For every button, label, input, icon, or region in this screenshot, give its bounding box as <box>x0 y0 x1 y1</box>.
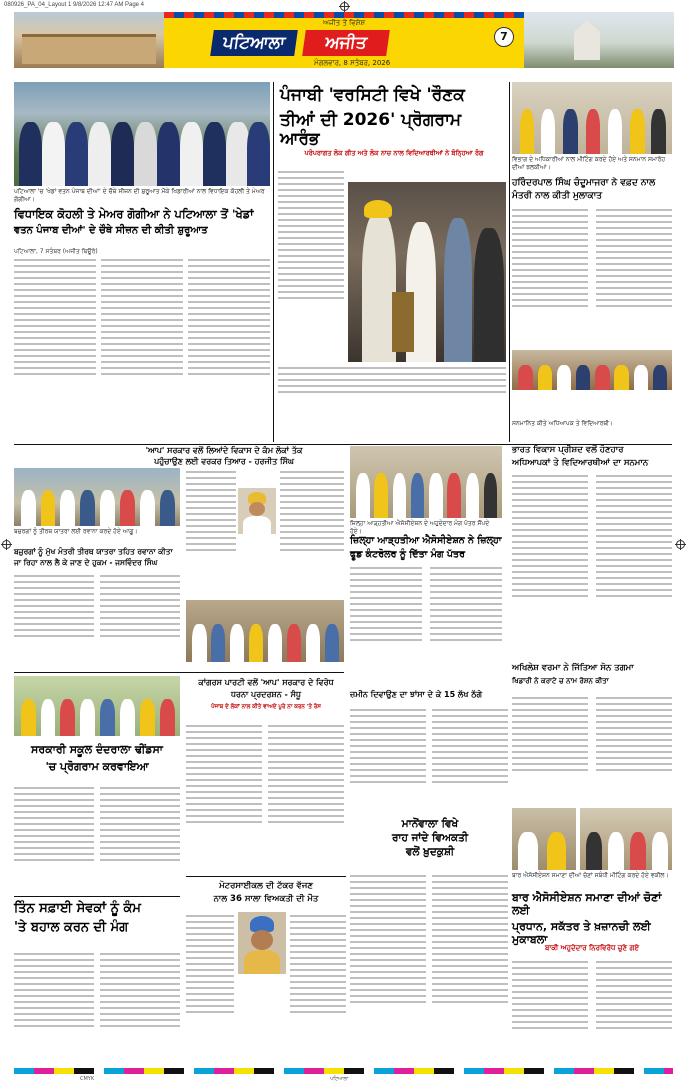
motorcycle-headline-line: ਮੋਟਰਸਾਈਕਲ ਦੀ ਟੱਕਰ ਵੱਜਣ <box>219 881 313 891</box>
sports-team-photo <box>14 82 270 186</box>
elderly-group-photo <box>14 468 180 526</box>
main-subhead: ਪਰੰਪਰਾਗਤ ਲੋਕ ਗੀਤ ਅਤੇ ਲੋਕ ਨਾਚ ਨਾਲ ਵਿਦਿਆਰਥੀਆਂ ਨੇ ਬੰਨ੍ਹਿਆ ਰੰਗ <box>304 149 484 157</box>
school-body-text <box>100 784 180 894</box>
motorcycle-body-text <box>186 912 234 1062</box>
bharat-vikas-headline-line: ਭਾਰਤ ਵਿਕਾਸ ਪ੍ਰੀਸ਼ਦ ਵਲੋਂ ਹੋਣਹਾਰ <box>512 445 624 455</box>
monument-photo <box>524 12 674 68</box>
lamp-lighting-photo <box>348 182 506 362</box>
masthead-stripe <box>164 12 524 18</box>
varma-headline-line: ਅਖਿਲੇਸ਼ ਵਰਮਾ ਨੇ ਜਿੱਤਿਆ ਸੋਨ ਤਗਮਾ <box>512 663 634 673</box>
bar-headline <box>512 892 672 947</box>
right-top-body-text <box>596 206 672 348</box>
safai-body-text <box>100 950 180 1062</box>
masthead-subtitle: ਅਜੀਤ ਤੋਂ ਵਿਸ਼ੇਸ਼ <box>322 19 366 27</box>
arhtiya-headline-line: ਫੂਡ ਕੰਟਰੋਲਰ ਨੂੰ ਦਿੱਤਾ ਮੰਗ ਪੱਤਰ <box>350 548 465 560</box>
right-top-body-text <box>512 206 588 348</box>
masthead-banner <box>164 12 524 68</box>
varma-body-text <box>512 694 588 804</box>
right-top-caption: ਵਿਭਾਗ ਦੇ ਅਧਿਕਾਰੀਆਂ ਨਾਲ ਮੀਟਿੰਗ ਕਰਦੇ ਹੋਏ ਅਤੇ ਸਨਮਾਨ ਸਮਾਰੋਹ ਦੀਆਂ ਝਲਕੀਆਂ। <box>512 156 666 172</box>
portrait-photo <box>238 488 276 534</box>
section-rule <box>14 896 180 897</box>
motorcycle-body-text <box>290 912 346 1062</box>
motorcycle-headline <box>186 882 346 905</box>
sports-caption: ਪਟਿਆਲਾ 'ਚ 'ਖੇਡਾਂ ਵਤਨ ਪੰਜਾਬ ਦੀਆਂ' ਦੇ ਚੌਥੇ ਸੀਜ਼ਨ ਦੀ ਸ਼ੁਰੂਆਤ ਮੌਕੇ ਖਿਡਾਰੀਆਂ ਨਾਲ ਵਿਧਾਇਕ ਕੋਹਲੀ ਤੇ ਮੇਅਰ ਗੋਗੀਆ। <box>14 188 265 204</box>
school-headline <box>14 744 180 773</box>
congress-body-text <box>268 722 344 872</box>
footer-right-label: ਪਟਿਆਲਾ <box>330 1076 349 1082</box>
column-divider <box>273 82 274 442</box>
masthead-title-paper: ਅਜੀਤ <box>302 30 390 56</box>
masthead-title-city: ਪਟਿਆਲਾ <box>210 30 298 56</box>
varma-headline <box>512 664 672 685</box>
safai-headline-line: ਤਿੰਨ ਸਫ਼ਾਈ ਸੇਵਕਾਂ ਨੂੰ ਕੰਮ <box>14 901 141 916</box>
bharat-vikas-headline <box>512 446 672 469</box>
congress-body-text <box>186 722 262 872</box>
bar-caption: ਬਾਰ ਐਸੋਸੀਏਸ਼ਨ ਸਮਾਣਾ ਦੀਆਂ ਚੋਣਾਂ ਸਬੰਧੀ ਮੀਟਿੰਗ ਕਰਦੇ ਹੋਏ ਵਕੀਲ। <box>512 872 669 879</box>
varma-headline-line: ਖਿਡਾਰੀ ਨੇ ਕਰਾਟੇ ਚ ਨਾਮ ਰੋਸ਼ਨ ਕੀਤਾ <box>512 676 609 685</box>
aap-headline <box>100 446 348 466</box>
arhtiya-body-text <box>430 564 502 674</box>
school-body-text <box>14 784 94 894</box>
main-headline <box>280 86 505 150</box>
registration-mark-icon <box>2 540 11 549</box>
aap-headline-line: 'ਆਪ' ਸਰਕਾਰ ਵਲੋਂ ਲਿਆਂਦੇ ਵਿਕਾਸ ਦੇ ਕੰਮ ਲੋਕਾਂ ਤੱਕ <box>145 446 303 455</box>
column-divider <box>509 82 510 442</box>
right-top-headline-line: ਹਰਿੰਦਰਪਾਲ ਸਿੰਘ ਚੰਦੂਮਾਜਰਾ ਨੇ ਵਫ਼ਦ ਨਾਲ <box>512 178 656 188</box>
land-body-text <box>432 706 508 814</box>
section-rule <box>186 876 346 877</box>
safai-headline <box>14 902 180 936</box>
masthead-date: ਮੰਗਲਵਾਰ, 8 ਸਤੰਬਰ, 2026 <box>314 59 391 67</box>
varma-body-text <box>596 694 672 804</box>
bar-association-photo-left <box>512 808 576 870</box>
bar-headline-line: ਪ੍ਰਧਾਨ, ਸਕੱਤਰ ਤੇ ਖ਼ਜ਼ਾਨਚੀ ਲਈ ਮੁਕਾਬਲਾ <box>512 920 651 946</box>
main-headline-line: ਤੀਆਂ ਦੀ 2026' ਪ੍ਰੋਗਰਾਮ ਆਰੰਭ <box>280 109 462 150</box>
elderly-body-text <box>14 572 94 662</box>
meeting-photo <box>512 82 672 154</box>
bar-body-text <box>596 958 672 1062</box>
elderly-headline-line: ਜਾ ਰਿਹਾ ਨਾਲ ਲੈ ਕੇ ਜਾਣ ਦੇ ਹੁਕਮ - ਜਸਵਿੰਦਰ ਸਿੰਘ <box>14 557 158 567</box>
manowala-headline-line: ਵਲੋਂ ਖ਼ੁਦਕੁਸ਼ੀ <box>405 846 455 859</box>
party-workers-photo <box>186 600 344 662</box>
manowala-headline <box>350 818 510 858</box>
congress-headline-line: ਧਰਨਾ ਪ੍ਰਦਰਸ਼ਨ - ਸੰਧੂ <box>230 690 302 700</box>
manowala-body-text <box>432 872 508 1060</box>
sports-body-text <box>188 256 270 426</box>
page-number: 7 <box>494 27 514 47</box>
print-slug: 080926_PA_04_Layout 1 9/8/2026 12:47 AM Page 4 <box>4 2 145 8</box>
section-rule <box>14 672 344 673</box>
sports-byline: ਪਟਿਆਲਾ, 7 ਸਤੰਬਰ (ਅਜੀਤ ਬਿਊਰੋ) <box>14 248 98 255</box>
arhtiya-headline-line: ਜ਼ਿਲ੍ਹਾ ਆੜ੍ਹਤੀਆ ਐਸੋਸੀਏਸ਼ਨ ਨੇ ਜ਼ਿਲ੍ਹਾ <box>350 535 502 546</box>
bar-headline-line: ਬਾਰ ਐਸੋਸੀਏਸ਼ਨ ਸਮਾਣਾ ਦੀਆਂ ਚੋਣਾਂ ਲਈ <box>512 891 662 917</box>
arhtiya-headline <box>350 536 502 561</box>
victim-portrait-photo <box>238 912 286 974</box>
main-headline-line: ਪੰਜਾਬੀ 'ਵਰਸਿਟੀ ਵਿਖੇ 'ਰੌਣਕ <box>280 85 465 105</box>
arhtiya-meeting-photo <box>350 446 502 518</box>
color-calibration-bar <box>14 1068 673 1074</box>
safai-body-text <box>14 950 94 1062</box>
registration-mark-icon <box>676 540 685 549</box>
main-body-text <box>278 168 344 358</box>
arhtiya-body-text <box>350 564 422 674</box>
school-headline-line: 'ਚ ਪ੍ਰੋਗਰਾਮ ਕਰਵਾਇਆ <box>45 759 149 773</box>
aap-headline-line: ਪਹੁੰਚਾਉਣ ਲਈ ਵਰਕਰ ਤਿਆਰ - ਹਰਜੀਤ ਸਿੰਘ <box>154 457 294 467</box>
masthead <box>14 12 674 68</box>
aap-body-text <box>280 468 344 588</box>
elderly-body-text <box>100 572 180 662</box>
right-top-headline <box>512 178 672 202</box>
safai-headline-line: 'ਤੇ ਬਹਾਲ ਕਰਨ ਦੀ ਮੰਗ <box>14 919 129 935</box>
school-program-photo <box>14 676 180 736</box>
congress-headline-line: ਕਾਂਗਰਸ ਪਾਰਟੀ ਵਲੋਂ 'ਆਪ' ਸਰਕਾਰ ਦੇ ਵਿਰੋਧ <box>198 678 334 687</box>
congress-headline <box>186 678 346 699</box>
right-top-headline-line: ਮੰਤਰੀ ਨਾਲ ਕੀਤੀ ਮੁਲਾਕਾਤ <box>512 191 603 202</box>
bar-association-photo-right <box>580 808 672 870</box>
manowala-headline-line: ਮਾਨੋਂਵਾਲਾ ਵਿਖੇ <box>401 818 459 830</box>
arhtiya-caption: ਜ਼ਿਲ੍ਹਾ ਆੜ੍ਹਤੀਆ ਐਸੋਸੀਏਸ਼ਨ ਦੇ ਅਹੁਦੇਦਾਰ ਮੰਗ ਪੱਤਰ ਸੌਂਪਦੇ ਹੋਏ। <box>350 520 490 536</box>
footer-left-label: CMYK <box>80 1076 95 1082</box>
land-body-text <box>350 706 426 814</box>
sports-headline-line: ਵਤਨ ਪੰਜਾਬ ਦੀਆਂ' ਦੇ ਚੌਥੇ ਸੀਜ਼ਨ ਦੀ ਕੀਤੀ ਸ਼ੁਰੂਆਤ <box>14 225 208 237</box>
sports-headline <box>14 208 270 237</box>
bharat-vikas-body-text <box>596 472 672 652</box>
elderly-headline <box>14 548 180 567</box>
manowala-headline-line: ਰਾਹ ਜਾਂਦੇ ਵਿਅਕਤੀ <box>391 832 469 845</box>
registration-mark-icon <box>340 2 349 11</box>
school-headline-line: ਸਰਕਾਰੀ ਸਕੂਲ ਦੰਦਰਾਲਾ ਢੀਂਡਸਾ <box>31 743 163 756</box>
main-body-text <box>278 364 506 404</box>
bar-body-text <box>512 958 588 1062</box>
congress-subhead: ਪੰਜਾਬ ਦੇ ਲੋਕਾਂ ਨਾਲ ਕੀਤੇ ਵਾਅਦੇ ਪੂਰੇ ਨਾ ਕਰਨ 'ਤੇ ਰੋਸ <box>211 704 321 710</box>
group-stage-photo <box>512 350 672 390</box>
elderly-caption: ਬਜ਼ੁਰਗਾਂ ਨੂੰ ਤੀਰਥ ਯਾਤਰਾ ਲਈ ਰਵਾਨਾ ਕਰਦੇ ਹੋਏ ਆਗੂ। <box>14 528 138 535</box>
land-headline: ਜ਼ਮੀਨ ਦਿਵਾਉਣ ਦਾ ਝਾਂਸਾ ਦੇ ਕੇ 15 ਲੱਖ ਠੱਗੇ <box>350 690 483 699</box>
motorcycle-headline-line: ਨਾਲ 36 ਸਾਲਾ ਵਿਅਕਤੀ ਦੀ ਮੌਤ <box>213 893 319 904</box>
bharat-vikas-caption: ਸਨਮਾਨਿਤ ਕੀਤੇ ਅਧਿਆਪਕ ਤੇ ਵਿਦਿਆਰਥੀ। <box>512 420 613 427</box>
manowala-body-text <box>350 872 426 1060</box>
bar-subhead: ਬਾਕੀ ਅਹੁਦੇਦਾਰ ਨਿਰਵਿਰੋਧ ਚੁਣੇ ਗਏ <box>544 944 640 952</box>
bharat-vikas-headline-line: ਅਧਿਆਪਕਾਂ ਤੇ ਵਿਦਿਆਰਥੀਆਂ ਦਾ ਸਨਮਾਨ <box>512 457 649 468</box>
bharat-vikas-body-text <box>512 472 588 652</box>
heritage-building-photo <box>14 12 164 68</box>
sports-headline-line: ਵਿਧਾਇਕ ਕੋਹਲੀ ਤੇ ਮੇਅਰ ਗੋਗੀਆ ਨੇ ਪਟਿਆਲਾ ਤੋਂ 'ਖੇਡਾਂ <box>14 207 254 221</box>
elderly-headline-line: ਬਜ਼ੁਰਗਾਂ ਨੂੰ ਮੁੱਖ ਮੰਤਰੀ ਤੀਰਥ ਯਾਤਰਾ ਤਹਿਤ ਰਵਾਨਾ ਕੀਤਾ <box>14 547 173 556</box>
sports-body-text <box>14 256 96 426</box>
aap-body-text <box>186 468 236 588</box>
sports-body-text <box>101 256 183 426</box>
